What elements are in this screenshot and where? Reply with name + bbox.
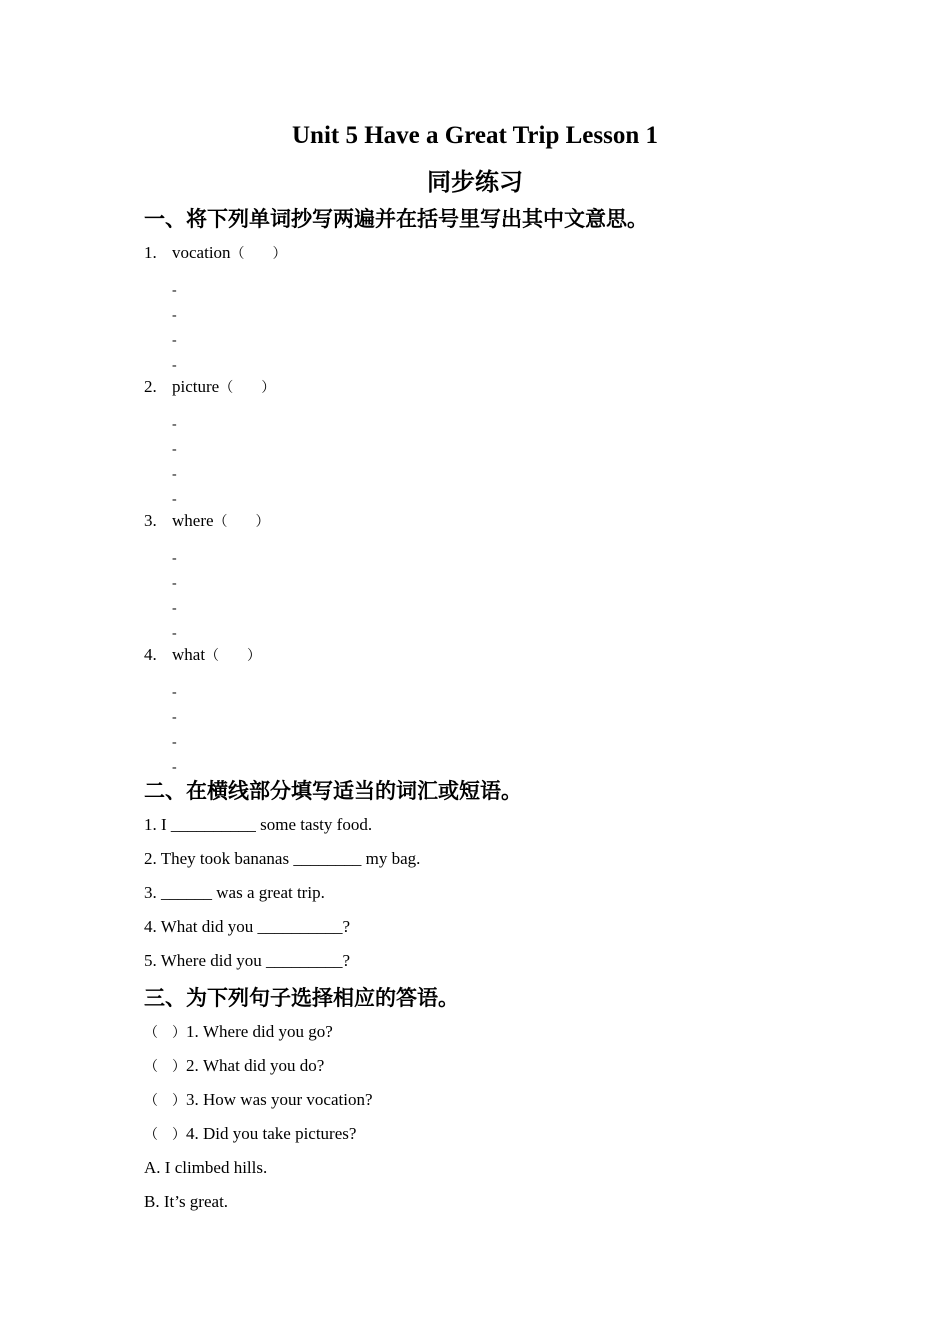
dash-line: - (172, 685, 177, 700)
dash-line: - (172, 417, 177, 432)
word: vocation (172, 243, 231, 262)
word: picture (172, 377, 220, 396)
answer-parens: （ ） (205, 648, 262, 664)
word-item-3 (144, 511, 270, 531)
fill-blank-item: 2. They took bananas ________ my bag. (144, 849, 421, 868)
dash-line: - (172, 308, 177, 323)
answer-parens: （ ） (144, 1059, 186, 1075)
answer-parens: （ ） (230, 246, 287, 262)
match-question (144, 1090, 373, 1110)
dash-line: - (172, 358, 177, 373)
section-2-heading: 二、在横线部分填写适当的词汇或短语。 (144, 779, 522, 803)
dash-line: - (172, 467, 177, 482)
item-number: 3. (144, 511, 157, 530)
answer-option: A. I climbed hills. (144, 1158, 268, 1177)
dash-line: - (172, 735, 177, 750)
question-text: 1. Where did you go? (186, 1022, 333, 1041)
match-question (144, 1022, 333, 1042)
match-question (144, 1124, 356, 1144)
section-1-heading: 一、将下列单词抄写两遍并在括号里写出其中文意思。 (144, 207, 648, 231)
answer-parens: （ ） (144, 1127, 186, 1143)
dash-line: - (172, 576, 177, 591)
section-3-heading: 三、为下列句子选择相应的答语。 (144, 986, 459, 1010)
dash-line: - (172, 492, 177, 507)
dash-line: - (172, 710, 177, 725)
dash-line: - (172, 601, 177, 616)
dash-line: - (172, 442, 177, 457)
dash-line: - (172, 760, 177, 775)
fill-blank-item: 5. Where did you _________? (144, 951, 351, 970)
title-line-2: 同步练习 (427, 168, 523, 196)
title-line-1: Unit 5 Have a Great Trip Lesson 1 (292, 122, 658, 149)
question-text: 4. Did you take pictures? (186, 1124, 357, 1143)
answer-parens: （ ） (144, 1093, 186, 1109)
item-number: 1. (144, 243, 157, 262)
item-number: 2. (144, 377, 157, 396)
question-text: 2. What did you do? (186, 1056, 325, 1075)
dash-line: - (172, 551, 177, 566)
fill-blank-item: 3. ______ was a great trip. (144, 883, 325, 902)
answer-parens: （ ） (144, 1025, 186, 1041)
dash-line: - (172, 333, 177, 348)
word: where (172, 511, 214, 530)
item-number: 4. (144, 645, 157, 664)
match-question (144, 1056, 324, 1076)
dash-line: - (172, 283, 177, 298)
fill-blank-item: 1. I __________ some tasty food. (144, 815, 373, 834)
answer-parens: （ ） (219, 380, 276, 396)
dash-line: - (172, 626, 177, 641)
fill-blank-item: 4. What did you __________? (144, 917, 351, 936)
question-text: 3. How was your vocation? (186, 1090, 373, 1109)
word-item-1 (144, 243, 287, 263)
answer-parens: （ ） (213, 514, 270, 530)
word: what (172, 645, 206, 664)
word-item-2 (144, 377, 275, 397)
word-item-4 (144, 645, 261, 665)
answer-option: B. It’s great. (144, 1192, 229, 1211)
